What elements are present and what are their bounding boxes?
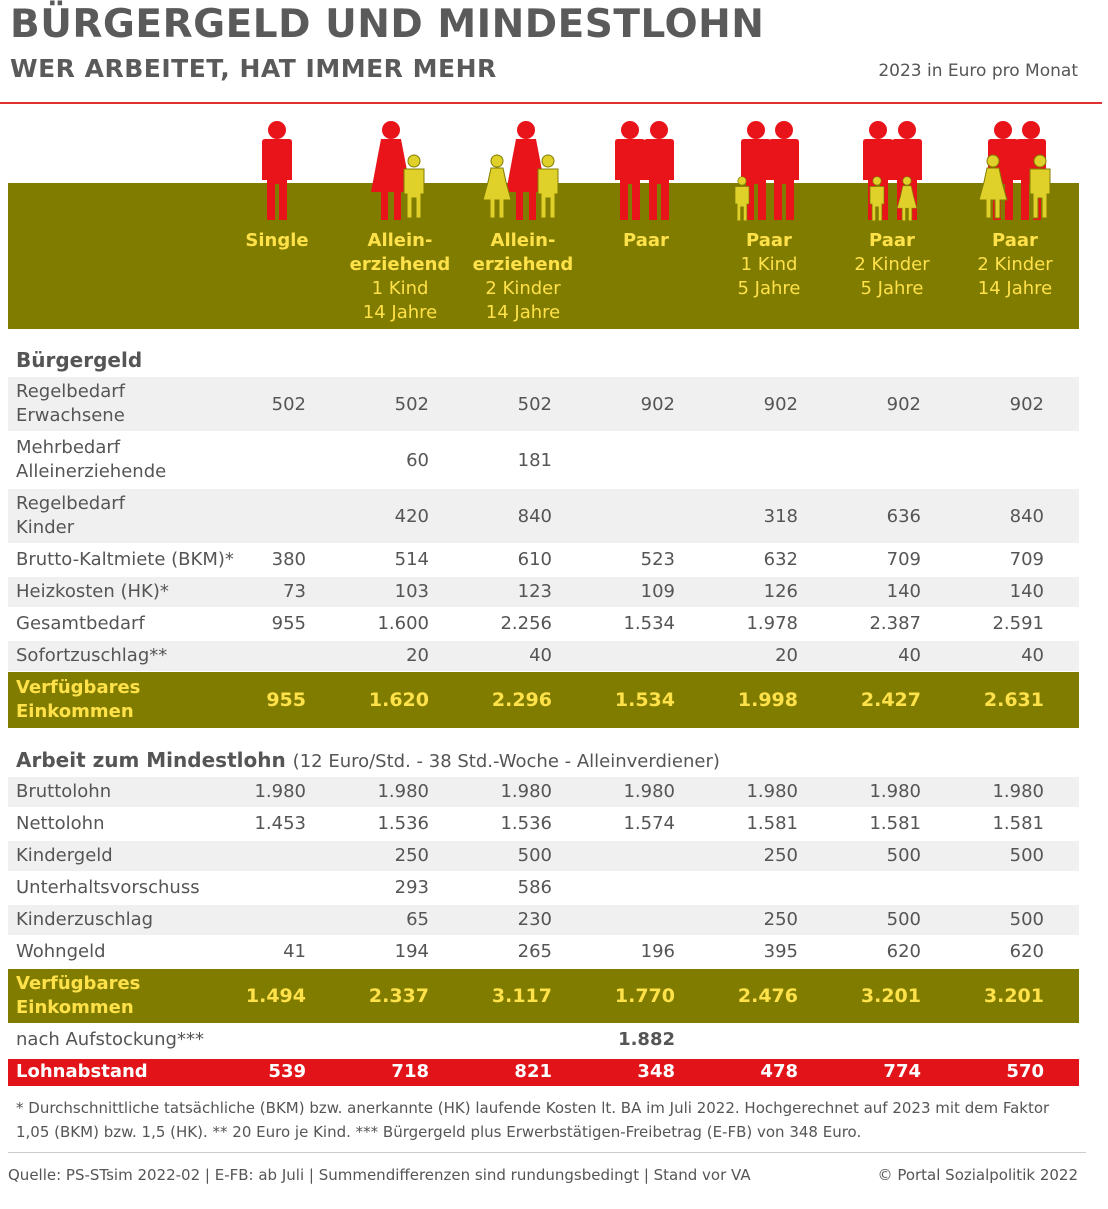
column-header-children: 2 Kinder [854,254,930,275]
cell-value: 140 [1009,581,1044,602]
cell-value: 620 [1009,941,1044,962]
table-row-aufstockung [8,1025,1079,1055]
column-header-title: Single [245,230,309,251]
table-row [8,609,1079,639]
cell-value: 500 [886,909,921,930]
cell-value: 2.337 [368,985,429,1007]
row-label: Nettolohn [16,813,105,834]
column-header-alleinerziehend-1kind [338,229,462,325]
cell-value: 1.574 [623,813,675,834]
cell-value: 2.476 [737,985,798,1007]
cell-value: 2.631 [983,689,1044,711]
cell-value: 1.980 [869,781,921,802]
table-row [8,777,1079,807]
cell-value: 502 [517,394,552,415]
page-title: BÜRGERGELD UND MINDESTLOHN [10,2,765,47]
cell-value: 955 [271,613,306,634]
household-figures [0,118,1108,228]
cell-value: 230 [517,909,552,930]
cell-value: 194 [394,941,429,962]
cell-value: 65 [406,909,429,930]
cell-value: 1.620 [368,689,429,711]
column-header-children: 2 Kinder [485,278,561,299]
cell-value: 902 [886,394,921,415]
cell-value: 709 [1009,549,1044,570]
cell-value: 500 [886,845,921,866]
column-header-title: Allein- [367,230,433,251]
footnote: * Durchschnittliche tatsächliche (BKM) bzw. anerkannte (HK) laufende Kosten lt. BA im Juli 2022. Hochgerechnet auf 2023 mit dem Faktor 1,05 (BKM) bzw. 1,5 (HK). ** 20 Euro je Kind. *** Bürgergeld plus Erwerbstätigen-Freibetrag (E-FB) von 348 Euro. [16,1099,1050,1141]
cell-value: 293 [394,877,429,898]
cell-value: 523 [640,549,675,570]
cell-value: 1.581 [746,813,798,834]
cell-value: 3.201 [860,985,921,1007]
cell-value: 610 [517,549,552,570]
cell-value: 40 [1021,645,1044,666]
row-label: Bruttolohn [16,781,112,802]
cell-value: 1.980 [746,781,798,802]
cell-value: 1.980 [992,781,1044,802]
row-label: Brutto-Kaltmiete (BKM)* [16,549,234,570]
cell-value: 500 [1009,909,1044,930]
cell-value: 586 [517,877,552,898]
cell-value: 395 [763,941,798,962]
cell-value: 955 [266,689,306,711]
row-label: Lohnabstand [16,1061,148,1082]
adult-figure-icon [262,121,292,220]
cell-value: 1.534 [623,613,675,634]
cell-value: 1.980 [377,781,429,802]
cell-value: 902 [640,394,675,415]
copyright: © Portal Sozialpolitik 2022 [877,1166,1078,1184]
footer-divider [8,1152,1086,1153]
column-header-alleinerziehend-2kinder [461,229,585,325]
cell-value: 181 [517,450,552,471]
cell-value: 1.980 [623,781,675,802]
cell-value: 1.453 [254,813,306,834]
cell-value: 500 [1009,845,1044,866]
cell-value: 2.427 [860,689,921,711]
table-row [8,377,1079,431]
cell-value: 902 [763,394,798,415]
cell-value: 902 [1009,394,1044,415]
cell-value: 103 [394,581,429,602]
column-header-paar [584,229,708,253]
column-header-age: 5 Jahre [737,278,801,299]
section-heading-mindestlohn [16,748,720,772]
child-figure-icon [483,155,511,218]
cell-value: 821 [514,1061,552,1082]
cell-value: 2.387 [869,613,921,634]
column-header-age: 5 Jahre [860,278,924,299]
column-header-single [215,229,339,253]
cell-value: 1.980 [254,781,306,802]
child-figure-icon [404,155,424,218]
cell-value: 250 [763,845,798,866]
cell-value: 774 [883,1061,921,1082]
column-header-title: Paar [869,230,915,251]
cell-value: 709 [886,549,921,570]
row-label: Heizkosten (HK)* [16,581,169,602]
cell-value: 318 [763,506,798,527]
cell-value: 2.591 [992,613,1044,634]
table-row [8,489,1079,543]
title-divider [0,102,1102,104]
cell-value: 123 [517,581,552,602]
cell-value: 380 [271,549,306,570]
cell-value: 718 [391,1061,429,1082]
cell-value: 420 [394,506,429,527]
child-figure-icon [538,155,558,218]
cell-value: 196 [640,941,675,962]
cell-value: 109 [640,581,675,602]
column-header-title: Paar [746,230,792,251]
cell-value: 41 [283,941,306,962]
cell-value: 1.536 [500,813,552,834]
cell-value: 570 [1006,1061,1044,1082]
cell-value: 478 [760,1061,798,1082]
cell-value: 502 [394,394,429,415]
table-row [8,577,1079,607]
couple-figure-icon [615,121,674,220]
page-subtitle: WER ARBEITET, HAT IMMER MEHR [10,54,497,83]
cell-value: 73 [283,581,306,602]
column-header-children: 1 Kind [371,278,429,299]
cell-value: 1.494 [245,985,306,1007]
table-row [8,641,1079,671]
row-label: Verfügbares Einkommen [16,677,141,722]
table-row [8,873,1079,903]
column-header-children: 2 Kinder [977,254,1053,275]
cell-value: 514 [394,549,429,570]
total-row-mindestlohn [8,969,1079,1023]
cell-value: 40 [898,645,921,666]
cell-value: 250 [763,909,798,930]
column-header-title-2: erziehend [349,254,451,275]
row-label: Wohngeld [16,941,106,962]
cell-value: 40 [529,645,552,666]
cell-value: 620 [886,941,921,962]
column-header-children: 1 Kind [740,254,798,275]
column-header-paar-2kinder-14 [953,229,1077,301]
row-label: Gesamtbedarf [16,613,145,634]
row-label: Kindergeld [16,845,113,866]
row-label: Unterhaltsvorschuss [16,877,200,898]
row-label: Verfügbares Einkommen [16,973,141,1018]
table-row [8,841,1079,871]
row-label: Mehrbedarf Alleinerziehende [16,437,167,482]
cell-value: 1.998 [737,689,798,711]
table-row [8,905,1079,935]
cell-value: 250 [394,845,429,866]
cell-value: 1.978 [746,613,798,634]
cell-value: 539 [268,1061,306,1082]
section-heading-buergergeld: Bürgergeld [16,348,143,372]
section-note: (12 Euro/Std. - 38 Std.-Woche - Alleinverdiener) [292,751,720,772]
column-header-paar-1kind [707,229,831,301]
cell-value: 20 [406,645,429,666]
column-header-title: Paar [623,230,669,251]
table-row [8,809,1079,839]
column-header-age: 14 Jahre [485,302,561,323]
column-header-age: 14 Jahre [977,278,1053,299]
cell-value: 60 [406,450,429,471]
cell-value: 1.980 [500,781,552,802]
cell-value: 1.770 [614,985,675,1007]
cell-value: 632 [763,549,798,570]
row-label: Regelbedarf Kinder [16,493,125,538]
lohnabstand-row [8,1059,1079,1086]
column-header-title: Allein- [490,230,556,251]
column-header-title-2: erziehend [472,254,574,275]
unit-label: 2023 in Euro pro Monat [878,61,1078,81]
couple-figure-icon [741,121,799,220]
table-row [8,937,1079,967]
cell-value: 3.201 [983,985,1044,1007]
cell-value: 840 [517,506,552,527]
cell-value: 140 [886,581,921,602]
cell-value: 1.600 [377,613,429,634]
cell-value: 20 [775,645,798,666]
row-label: Kinderzuschlag [16,909,154,930]
cell-value: 500 [517,845,552,866]
cell-value: 1.581 [869,813,921,834]
cell-value: 126 [763,581,798,602]
cell-value: 1.581 [992,813,1044,834]
cell-value: 1.536 [377,813,429,834]
column-header-title: Paar [992,230,1038,251]
section-title: Arbeit zum Mindestlohn [16,748,286,772]
row-label: Sofortzuschlag** [16,645,168,666]
cell-value: 3.117 [491,985,552,1007]
table-row [8,433,1079,487]
table-row [8,545,1079,575]
source-line: Quelle: PS-STsim 2022-02 | E-FB: ab Juli | Summendifferenzen sind rundungsbedingt | Stand vor VA [8,1166,751,1184]
cell-value: 2.296 [491,689,552,711]
column-header-age: 14 Jahre [362,302,438,323]
cell-value: 265 [517,941,552,962]
cell-value: 348 [637,1061,675,1082]
cell-value: 636 [886,506,921,527]
column-header-paar-2kinder-5 [830,229,954,301]
cell-value: 1.882 [618,1029,675,1050]
cell-value: 1.534 [614,689,675,711]
cell-value: 2.256 [500,613,552,634]
cell-value: 502 [271,394,306,415]
total-row-buergergeld [8,672,1079,728]
row-label: Regelbedarf Erwachsene [16,381,125,426]
row-label: nach Aufstockung*** [16,1029,204,1050]
cell-value: 840 [1009,506,1044,527]
